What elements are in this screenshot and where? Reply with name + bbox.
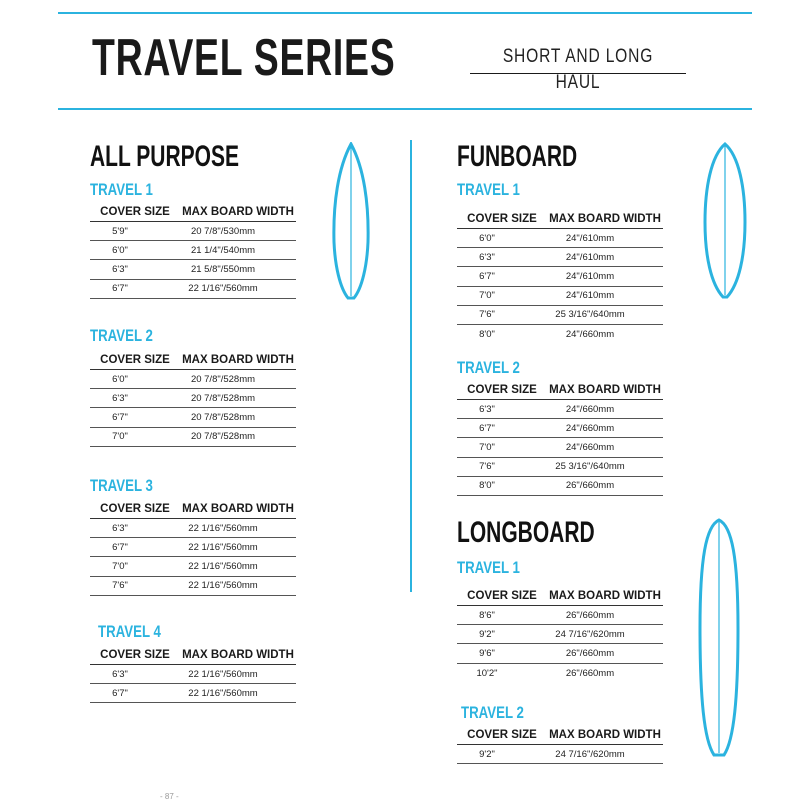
cover-size-cell: 8'6" bbox=[479, 609, 495, 621]
table-row bbox=[90, 538, 296, 557]
cover-size-header: COVER SIZE bbox=[100, 648, 170, 661]
cover-size-cell: 6'0" bbox=[479, 232, 495, 244]
table-row bbox=[90, 260, 296, 279]
longboard-outline-icon bbox=[698, 518, 740, 758]
max-width-cell: 20 7/8"/528mm bbox=[190, 373, 256, 385]
max-width-cell: 22 1/16"/560mm bbox=[188, 541, 258, 553]
cover-size-cell: 6'3" bbox=[112, 668, 128, 680]
funboard-travel-1-table bbox=[457, 209, 663, 344]
table-row bbox=[90, 684, 296, 703]
all-purpose-travel-3-table bbox=[90, 499, 296, 596]
table-row bbox=[457, 606, 663, 625]
table-row bbox=[90, 665, 296, 684]
table-row bbox=[90, 280, 296, 299]
funboard-heading: FUNBOARD bbox=[457, 140, 578, 173]
max-width-header: MAX BOARD WIDTH bbox=[182, 205, 294, 218]
funboard-travel-1-label: TRAVEL 1 bbox=[457, 180, 520, 199]
max-width-cell: 26"/660mm bbox=[565, 667, 615, 679]
table-row bbox=[457, 625, 663, 644]
cover-size-header: COVER SIZE bbox=[100, 502, 170, 515]
funboard-travel-2-label: TRAVEL 2 bbox=[457, 358, 520, 377]
table-row bbox=[457, 664, 663, 683]
max-width-header: MAX BOARD WIDTH bbox=[182, 353, 294, 366]
all-purpose-travel-4-table bbox=[90, 645, 296, 703]
table-row bbox=[457, 477, 663, 496]
table-row bbox=[457, 400, 663, 419]
cover-size-cell: 8'0" bbox=[479, 480, 495, 492]
max-width-cell: 24"/660mm bbox=[565, 403, 615, 415]
cover-size-cell: 6'7" bbox=[112, 687, 128, 699]
max-width-header: MAX BOARD WIDTH bbox=[549, 212, 661, 225]
max-width-cell: 26"/660mm bbox=[565, 480, 615, 492]
longboard-travel-2-table bbox=[457, 725, 663, 764]
cover-size-cell: 7'6" bbox=[479, 309, 495, 321]
funboard-travel-2-table bbox=[457, 380, 663, 496]
longboard-travel-2-label: TRAVEL 2 bbox=[461, 703, 524, 722]
cover-size-cell: 6'3" bbox=[112, 522, 128, 534]
table-row bbox=[90, 389, 296, 408]
cover-size-cell: 7'0" bbox=[112, 431, 128, 443]
cover-size-cell: 9'6" bbox=[479, 647, 495, 659]
cover-size-header: COVER SIZE bbox=[100, 353, 170, 366]
page-subtitle: SHORT AND LONG HAUL bbox=[470, 44, 686, 74]
table-row bbox=[457, 248, 663, 267]
cover-size-header: COVER SIZE bbox=[467, 589, 537, 602]
table-header bbox=[90, 499, 296, 519]
all-purpose-travel-4-label: TRAVEL 4 bbox=[98, 622, 161, 641]
table-row bbox=[457, 438, 663, 457]
table-row bbox=[457, 644, 663, 663]
cover-size-cell: 6'7" bbox=[479, 270, 495, 282]
max-width-cell: 22 1/16"/560mm bbox=[188, 668, 258, 680]
table-header bbox=[90, 645, 296, 665]
max-width-cell: 22 1/16"/560mm bbox=[188, 283, 258, 295]
header-bottom-rule bbox=[58, 108, 752, 110]
cover-size-cell: 5'9" bbox=[112, 225, 128, 237]
cover-size-cell: 6'0" bbox=[112, 373, 128, 385]
cover-size-cell: 9'2" bbox=[479, 628, 495, 640]
table-header bbox=[457, 586, 663, 606]
cover-size-cell: 6'7" bbox=[112, 541, 128, 553]
max-width-cell: 24"/660mm bbox=[565, 441, 615, 453]
page-number: - 87 - bbox=[160, 792, 179, 801]
table-header bbox=[457, 380, 663, 400]
cover-size-cell: 6'3" bbox=[112, 263, 128, 275]
max-width-header: MAX BOARD WIDTH bbox=[549, 728, 661, 741]
max-width-cell: 20 7/8"/528mm bbox=[190, 392, 256, 404]
table-row bbox=[90, 428, 296, 447]
all-purpose-travel-2-table bbox=[90, 350, 296, 447]
all-purpose-travel-2-label: TRAVEL 2 bbox=[90, 326, 153, 345]
table-row bbox=[457, 229, 663, 248]
max-width-cell: 22 1/16"/560mm bbox=[188, 560, 258, 572]
longboard-travel-1-label: TRAVEL 1 bbox=[457, 558, 520, 577]
max-width-header: MAX BOARD WIDTH bbox=[549, 589, 661, 602]
cover-size-cell: 10'2" bbox=[476, 667, 498, 679]
cover-size-cell: 7'0" bbox=[479, 290, 495, 302]
cover-size-cell: 6'3" bbox=[479, 403, 495, 415]
longboard-heading: LONGBOARD bbox=[457, 516, 595, 549]
table-row bbox=[90, 577, 296, 596]
max-width-cell: 25 3/16"/640mm bbox=[555, 309, 625, 321]
max-width-cell: 20 7/8"/528mm bbox=[190, 411, 256, 423]
table-row bbox=[457, 419, 663, 438]
column-divider bbox=[410, 140, 412, 592]
table-header bbox=[90, 202, 296, 222]
table-row bbox=[90, 241, 296, 260]
max-width-cell: 24"/610mm bbox=[565, 251, 615, 263]
cover-size-cell: 7'0" bbox=[479, 441, 495, 453]
max-width-cell: 22 1/16"/560mm bbox=[188, 687, 258, 699]
max-width-cell: 24"/660mm bbox=[565, 422, 615, 434]
all-purpose-travel-3-label: TRAVEL 3 bbox=[90, 476, 153, 495]
max-width-cell: 26"/660mm bbox=[565, 647, 615, 659]
max-width-cell: 21 1/4"/540mm bbox=[190, 244, 256, 256]
max-width-cell: 24 7/16"/620mm bbox=[555, 748, 625, 760]
table-row bbox=[90, 519, 296, 538]
max-width-cell: 21 5/8"/550mm bbox=[190, 263, 256, 275]
table-row bbox=[457, 287, 663, 306]
max-width-cell: 24"/610mm bbox=[565, 232, 615, 244]
max-width-cell: 24 7/16"/620mm bbox=[555, 628, 625, 640]
max-width-cell: 24"/610mm bbox=[565, 290, 615, 302]
table-row bbox=[90, 408, 296, 427]
shortboard-outline-icon bbox=[330, 142, 372, 302]
cover-size-cell: 7'0" bbox=[112, 560, 128, 572]
cover-size-header: COVER SIZE bbox=[467, 728, 537, 741]
max-width-cell: 22 1/16"/560mm bbox=[188, 522, 258, 534]
cover-size-cell: 9'2" bbox=[479, 748, 495, 760]
cover-size-cell: 8'0" bbox=[479, 329, 495, 341]
cover-size-cell: 6'3" bbox=[112, 392, 128, 404]
max-width-cell: 20 7/8"/530mm bbox=[190, 225, 256, 237]
cover-size-cell: 7'6" bbox=[112, 580, 128, 592]
cover-size-cell: 6'3" bbox=[479, 251, 495, 263]
table-row bbox=[457, 267, 663, 286]
max-width-header: MAX BOARD WIDTH bbox=[549, 383, 661, 396]
cover-size-header: COVER SIZE bbox=[467, 383, 537, 396]
table-header bbox=[90, 350, 296, 370]
max-width-cell: 22 1/16"/560mm bbox=[188, 580, 258, 592]
all-purpose-travel-1-table bbox=[90, 202, 296, 299]
cover-size-cell: 7'6" bbox=[479, 461, 495, 473]
table-row bbox=[457, 325, 663, 344]
max-width-cell: 24"/610mm bbox=[565, 270, 615, 282]
table-row bbox=[90, 370, 296, 389]
table-header bbox=[457, 725, 663, 745]
max-width-header: MAX BOARD WIDTH bbox=[182, 502, 294, 515]
funboard-outline-icon bbox=[702, 142, 748, 300]
table-row bbox=[457, 306, 663, 325]
top-rule bbox=[58, 12, 752, 14]
cover-size-cell: 6'7" bbox=[112, 283, 128, 295]
max-width-cell: 20 7/8"/528mm bbox=[190, 431, 256, 443]
table-row bbox=[90, 557, 296, 576]
max-width-cell: 26"/660mm bbox=[565, 609, 615, 621]
page-title: TRAVEL SERIES bbox=[92, 29, 396, 87]
table-row bbox=[457, 458, 663, 477]
cover-size-cell: 6'0" bbox=[112, 244, 128, 256]
table-row bbox=[457, 745, 663, 764]
longboard-travel-1-table bbox=[457, 586, 663, 683]
table-header bbox=[457, 209, 663, 229]
max-width-header: MAX BOARD WIDTH bbox=[182, 648, 294, 661]
all-purpose-heading: ALL PURPOSE bbox=[90, 140, 239, 173]
max-width-cell: 25 3/16"/640mm bbox=[555, 461, 625, 473]
cover-size-cell: 6'7" bbox=[112, 411, 128, 423]
cover-size-cell: 6'7" bbox=[479, 422, 495, 434]
table-row bbox=[90, 222, 296, 241]
cover-size-header: COVER SIZE bbox=[100, 205, 170, 218]
all-purpose-travel-1-label: TRAVEL 1 bbox=[90, 180, 153, 199]
max-width-cell: 24"/660mm bbox=[565, 329, 615, 341]
cover-size-header: COVER SIZE bbox=[467, 212, 537, 225]
